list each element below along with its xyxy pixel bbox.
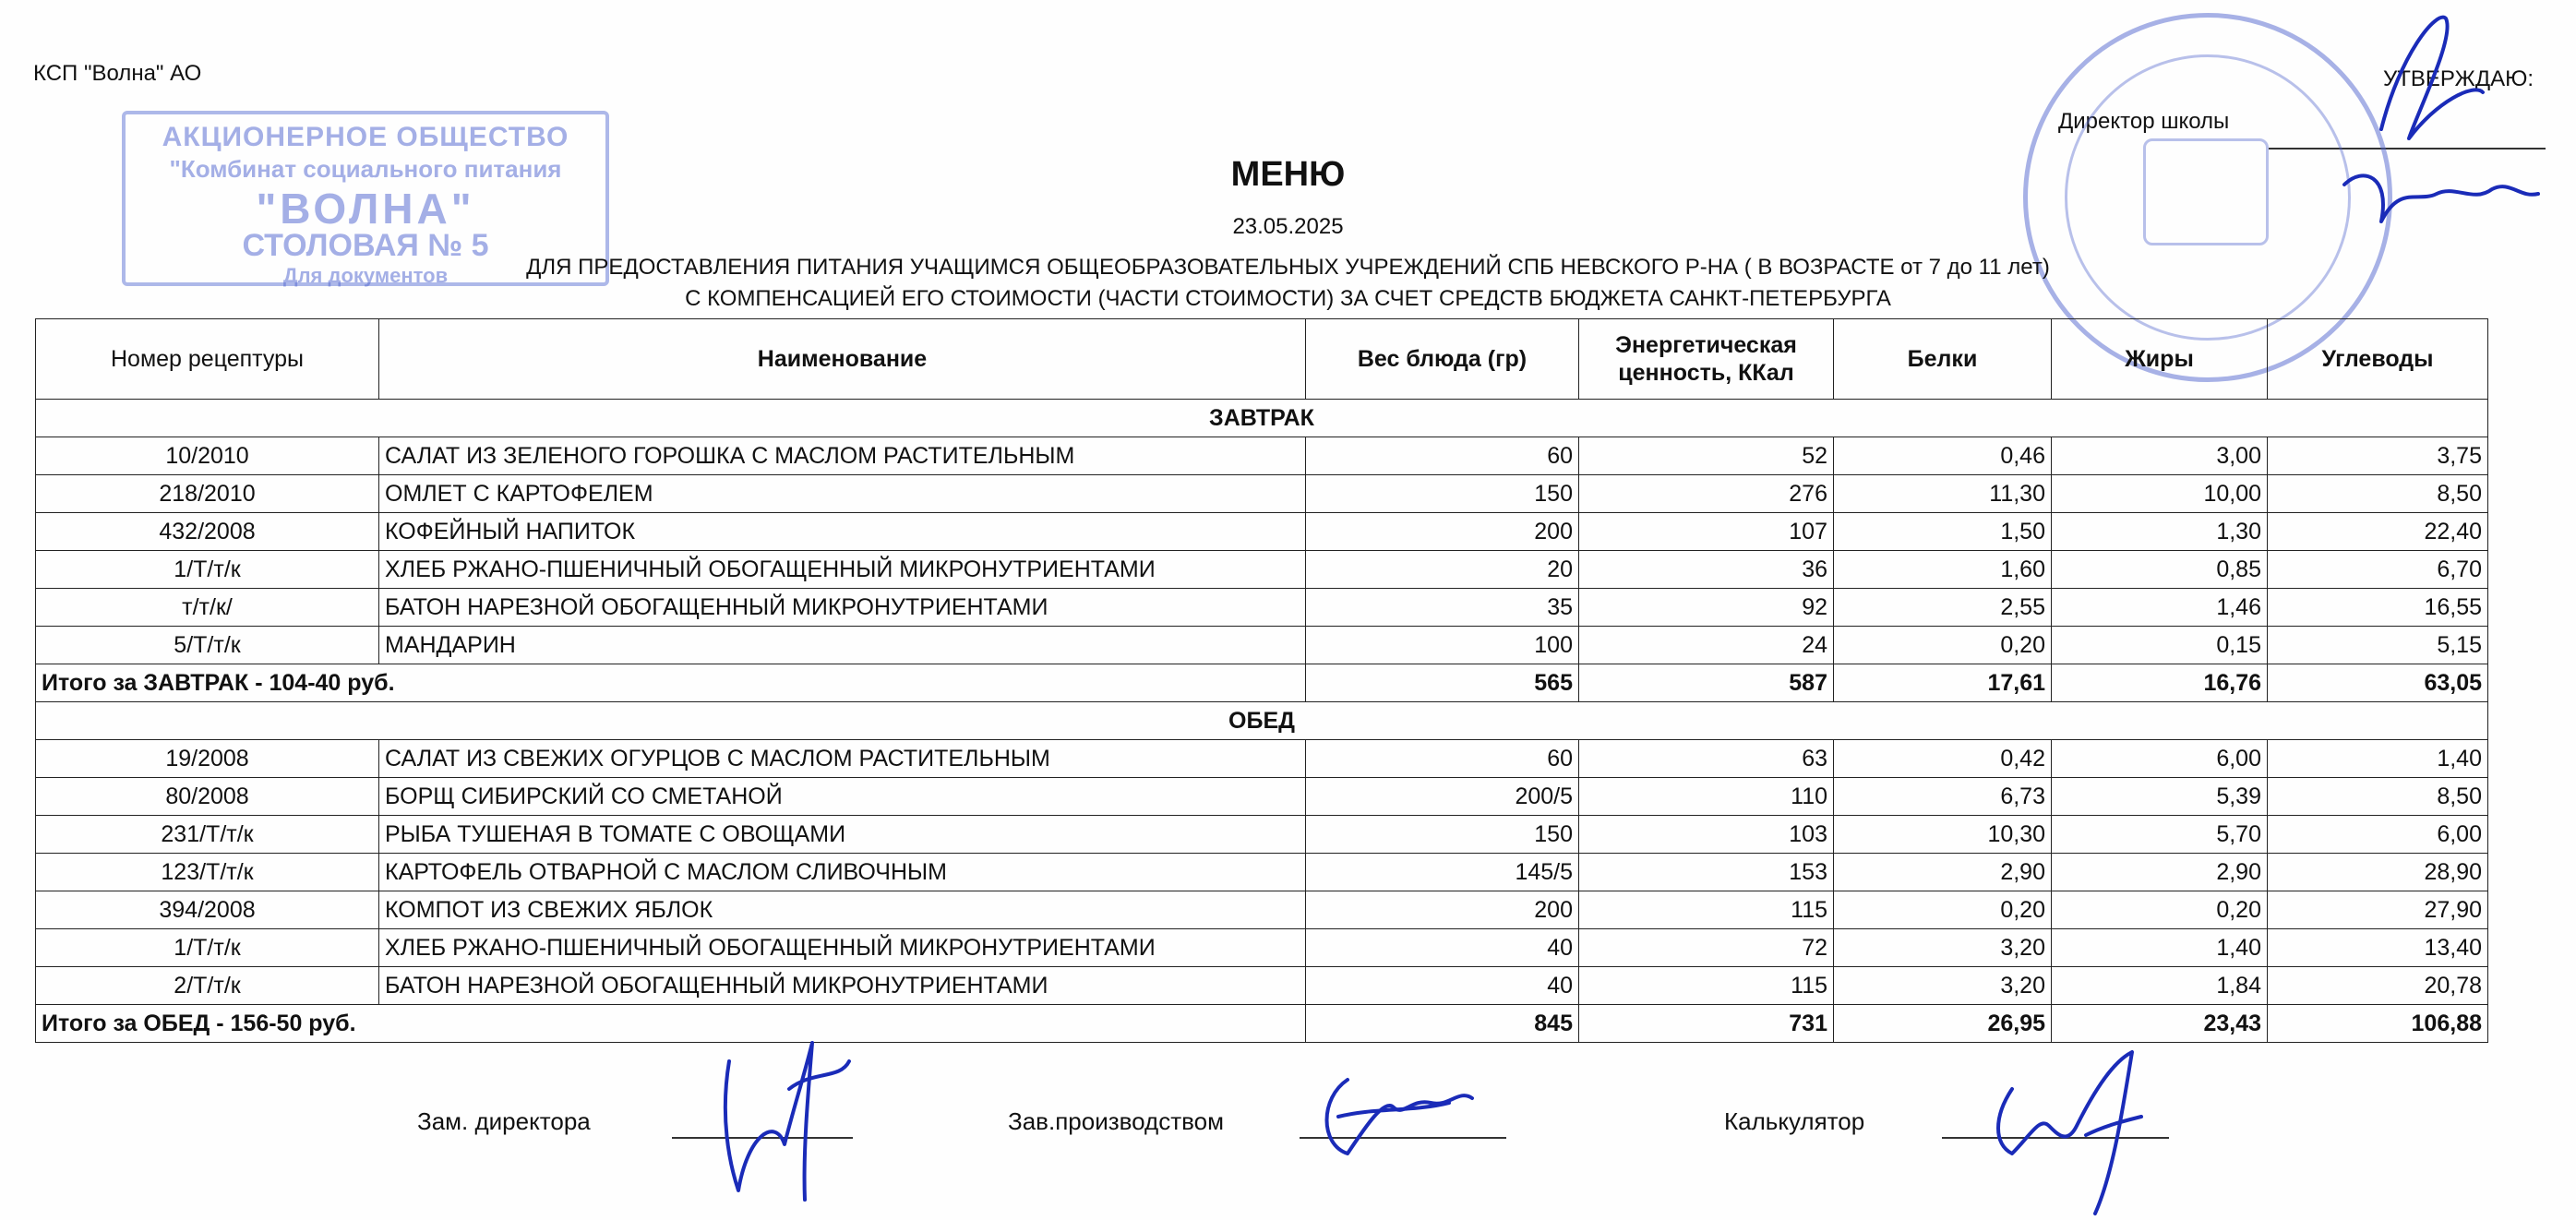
- dish-weight: 200/5: [1306, 778, 1579, 816]
- dish-name: РЫБА ТУШЕНАЯ В ТОМАТЕ С ОВОЩАМИ: [379, 816, 1306, 854]
- recipe-code: т/т/к/: [36, 589, 379, 627]
- recipe-code: 394/2008: [36, 891, 379, 929]
- dish-name: КОФЕЙНЫЙ НАПИТОК: [379, 513, 1306, 551]
- dish-energy: 52: [1579, 437, 1834, 475]
- dish-protein: 0,20: [1834, 891, 2052, 929]
- dish-fat: 5,70: [2052, 816, 2268, 854]
- document-date: 23.05.2025: [1232, 214, 1344, 239]
- total-weight: 845: [1306, 1005, 1579, 1043]
- dish-weight: 60: [1306, 437, 1579, 475]
- dish-weight: 200: [1306, 513, 1579, 551]
- table-row: [36, 589, 2488, 627]
- stamp-line: АКЦИОНЕРНОЕ ОБЩЕСТВО: [162, 122, 569, 152]
- section-title: ОБЕД: [36, 702, 2488, 740]
- dish-energy: 115: [1579, 891, 1834, 929]
- dish-fat: 0,20: [2052, 891, 2268, 929]
- dish-energy: 24: [1579, 627, 1834, 664]
- dish-protein: 2,55: [1834, 589, 2052, 627]
- column-header-carbs: Углеводы: [2268, 319, 2488, 400]
- dish-protein: 1,50: [1834, 513, 2052, 551]
- production-head-signature: [1311, 1061, 1495, 1190]
- dish-energy: 115: [1579, 967, 1834, 1005]
- table-row: [36, 740, 2488, 778]
- recipe-code: 432/2008: [36, 513, 379, 551]
- dish-name: МАНДАРИН: [379, 627, 1306, 664]
- dish-protein: 10,30: [1834, 816, 2052, 854]
- dish-fat: 3,00: [2052, 437, 2268, 475]
- dish-name: САЛАТ ИЗ СВЕЖИХ ОГУРЦОВ С МАСЛОМ РАСТИТЕЛЬНЫМ: [379, 740, 1306, 778]
- recipe-code: 123/Т/т/к: [36, 854, 379, 891]
- recipe-code: 2/Т/т/к: [36, 967, 379, 1005]
- dish-carbs: 8,50: [2268, 778, 2488, 816]
- total-fat: 23,43: [2052, 1005, 2268, 1043]
- recipe-code: 80/2008: [36, 778, 379, 816]
- total-weight: 565: [1306, 664, 1579, 702]
- total-carbs: 63,05: [2268, 664, 2488, 702]
- table-row: [36, 967, 2488, 1005]
- dish-carbs: 3,75: [2268, 437, 2488, 475]
- dish-name: КОМПОТ ИЗ СВЕЖИХ ЯБЛОК: [379, 891, 1306, 929]
- table-row: [36, 551, 2488, 589]
- dish-fat: 2,90: [2052, 854, 2268, 891]
- menu-table: [35, 318, 2488, 1043]
- table-row: [36, 475, 2488, 513]
- director-title: Директор школы: [2058, 109, 2230, 134]
- dish-protein: 2,90: [1834, 854, 2052, 891]
- table-row: [36, 778, 2488, 816]
- dish-fat: 0,15: [2052, 627, 2268, 664]
- table-row: [36, 816, 2488, 854]
- dish-weight: 100: [1306, 627, 1579, 664]
- total-carbs: 106,88: [2268, 1005, 2488, 1043]
- total-protein: 26,95: [1834, 1005, 2052, 1043]
- document-subtitle: С КОМПЕНСАЦИЕЙ ЕГО СТОИМОСТИ (ЧАСТИ СТОИМОСТИ) ЗА СЧЕТ СРЕДСТВ БЮДЖЕТА САНКТ-ПЕТЕРБУРГА: [685, 286, 1891, 311]
- dish-fat: 10,00: [2052, 475, 2268, 513]
- dish-carbs: 13,40: [2268, 929, 2488, 967]
- recipe-code: 218/2010: [36, 475, 379, 513]
- director-signature: [2326, 0, 2566, 240]
- dish-name: ХЛЕБ РЖАНО-ПШЕНИЧНЫЙ ОБОГАЩЕННЫЙ МИКРОНУТРИЕНТАМИ: [379, 929, 1306, 967]
- stamp-line: "ВОЛНА": [256, 185, 475, 233]
- dish-energy: 36: [1579, 551, 1834, 589]
- dish-name: ХЛЕБ РЖАНО-ПШЕНИЧНЫЙ ОБОГАЩЕННЫЙ МИКРОНУТРИЕНТАМИ: [379, 551, 1306, 589]
- total-fat: 16,76: [2052, 664, 2268, 702]
- dish-weight: 20: [1306, 551, 1579, 589]
- dish-fat: 1,84: [2052, 967, 2268, 1005]
- total-energy: 587: [1579, 664, 1834, 702]
- dish-protein: 0,20: [1834, 627, 2052, 664]
- table-header-row: [36, 319, 2488, 400]
- dish-fat: 5,39: [2052, 778, 2268, 816]
- column-header-code: Номер рецептуры: [36, 319, 379, 400]
- dish-weight: 35: [1306, 589, 1579, 627]
- deputy-director-signature: [701, 1024, 868, 1209]
- document-subtitle: ДЛЯ ПРЕДОСТАВЛЕНИЯ ПИТАНИЯ УЧАЩИМСЯ ОБЩЕОБРАЗОВАТЕЛЬНЫХ УЧРЕЖДЕНИЙ СПБ НЕВСКОГО Р-НА ( В ВОЗРАСТЕ от 7 до 11 лет): [526, 255, 2050, 280]
- section-row-breakfast: [36, 400, 2488, 437]
- approval-label: УТВЕРЖДАЮ:: [2383, 66, 2534, 91]
- recipe-code: 5/Т/т/к: [36, 627, 379, 664]
- dish-energy: 72: [1579, 929, 1834, 967]
- dish-protein: 3,20: [1834, 967, 2052, 1005]
- dish-carbs: 27,90: [2268, 891, 2488, 929]
- total-energy: 731: [1579, 1005, 1834, 1043]
- table-row: [36, 437, 2488, 475]
- dish-weight: 40: [1306, 929, 1579, 967]
- dish-fat: 1,30: [2052, 513, 2268, 551]
- dish-fat: 0,85: [2052, 551, 2268, 589]
- dish-name: САЛАТ ИЗ ЗЕЛЕНОГО ГОРОШКА С МАСЛОМ РАСТИТЕЛЬНЫМ: [379, 437, 1306, 475]
- dish-energy: 153: [1579, 854, 1834, 891]
- table-row: [36, 627, 2488, 664]
- dish-protein: 1,60: [1834, 551, 2052, 589]
- dish-energy: 276: [1579, 475, 1834, 513]
- dish-carbs: 6,00: [2268, 816, 2488, 854]
- recipe-code: 1/Т/т/к: [36, 929, 379, 967]
- table-row: [36, 854, 2488, 891]
- total-label: Итого за ОБЕД - 156-50 руб.: [36, 1005, 1306, 1043]
- dish-energy: 103: [1579, 816, 1834, 854]
- column-header-protein: Белки: [1834, 319, 2052, 400]
- dish-energy: 110: [1579, 778, 1834, 816]
- dish-weight: 145/5: [1306, 854, 1579, 891]
- section-row-lunch: [36, 702, 2488, 740]
- dish-carbs: 16,55: [2268, 589, 2488, 627]
- dish-energy: 107: [1579, 513, 1834, 551]
- column-header-energy: Энергетическая ценность, ККал: [1579, 319, 1834, 400]
- production-head-label: Зав.производством: [1008, 1107, 1224, 1135]
- column-header-fat: Жиры: [2052, 319, 2268, 400]
- dish-weight: 60: [1306, 740, 1579, 778]
- dish-carbs: 28,90: [2268, 854, 2488, 891]
- dish-protein: 6,73: [1834, 778, 2052, 816]
- dish-carbs: 1,40: [2268, 740, 2488, 778]
- column-header-name: Наименование: [379, 319, 1306, 400]
- table-row: [36, 513, 2488, 551]
- recipe-code: 19/2008: [36, 740, 379, 778]
- dish-carbs: 5,15: [2268, 627, 2488, 664]
- total-protein: 17,61: [1834, 664, 2052, 702]
- calculator-label: Калькулятор: [1724, 1107, 1865, 1135]
- dish-name: БОРЩ СИБИРСКИЙ СО СМЕТАНОЙ: [379, 778, 1306, 816]
- dish-name: ОМЛЕТ С КАРТОФЕЛЕМ: [379, 475, 1306, 513]
- total-label: Итого за ЗАВТРАК - 104-40 руб.: [36, 664, 1306, 702]
- document-title: МЕНЮ: [1230, 155, 1346, 194]
- dish-energy: 92: [1579, 589, 1834, 627]
- dish-weight: 40: [1306, 967, 1579, 1005]
- dish-fat: 6,00: [2052, 740, 2268, 778]
- dish-weight: 200: [1306, 891, 1579, 929]
- section-title: ЗАВТРАК: [36, 400, 2488, 437]
- company-name: КСП "Волна" АО: [33, 61, 202, 86]
- stamp-line: "Комбинат социального питания: [169, 155, 562, 183]
- dish-name: БАТОН НАРЕЗНОЙ ОБОГАЩЕННЫЙ МИКРОНУТРИЕНТАМИ: [379, 589, 1306, 627]
- dish-weight: 150: [1306, 816, 1579, 854]
- total-row-breakfast: [36, 664, 2488, 702]
- dish-protein: 0,46: [1834, 437, 2052, 475]
- recipe-code: 10/2010: [36, 437, 379, 475]
- column-header-weight: Вес блюда (гр): [1306, 319, 1579, 400]
- stamp-line: СТОЛОВАЯ № 5: [242, 228, 489, 263]
- dish-energy: 63: [1579, 740, 1834, 778]
- dish-protein: 3,20: [1834, 929, 2052, 967]
- dish-carbs: 6,70: [2268, 551, 2488, 589]
- dish-protein: 0,42: [1834, 740, 2052, 778]
- dish-protein: 11,30: [1834, 475, 2052, 513]
- recipe-code: 231/Т/т/к: [36, 816, 379, 854]
- calculator-signature: [1975, 1034, 2160, 1218]
- stamp-line: Для документов: [282, 264, 449, 287]
- dish-fat: 1,46: [2052, 589, 2268, 627]
- table-row: [36, 891, 2488, 929]
- recipe-code: 1/Т/т/к: [36, 551, 379, 589]
- dish-carbs: 8,50: [2268, 475, 2488, 513]
- dish-weight: 150: [1306, 475, 1579, 513]
- table-row: [36, 929, 2488, 967]
- dish-fat: 1,40: [2052, 929, 2268, 967]
- dish-carbs: 22,40: [2268, 513, 2488, 551]
- dish-carbs: 20,78: [2268, 967, 2488, 1005]
- deputy-director-label: Зам. директора: [417, 1107, 591, 1135]
- dish-name: БАТОН НАРЕЗНОЙ ОБОГАЩЕННЫЙ МИКРОНУТРИЕНТАМИ: [379, 967, 1306, 1005]
- dish-name: КАРТОФЕЛЬ ОТВАРНОЙ С МАСЛОМ СЛИВОЧНЫМ: [379, 854, 1306, 891]
